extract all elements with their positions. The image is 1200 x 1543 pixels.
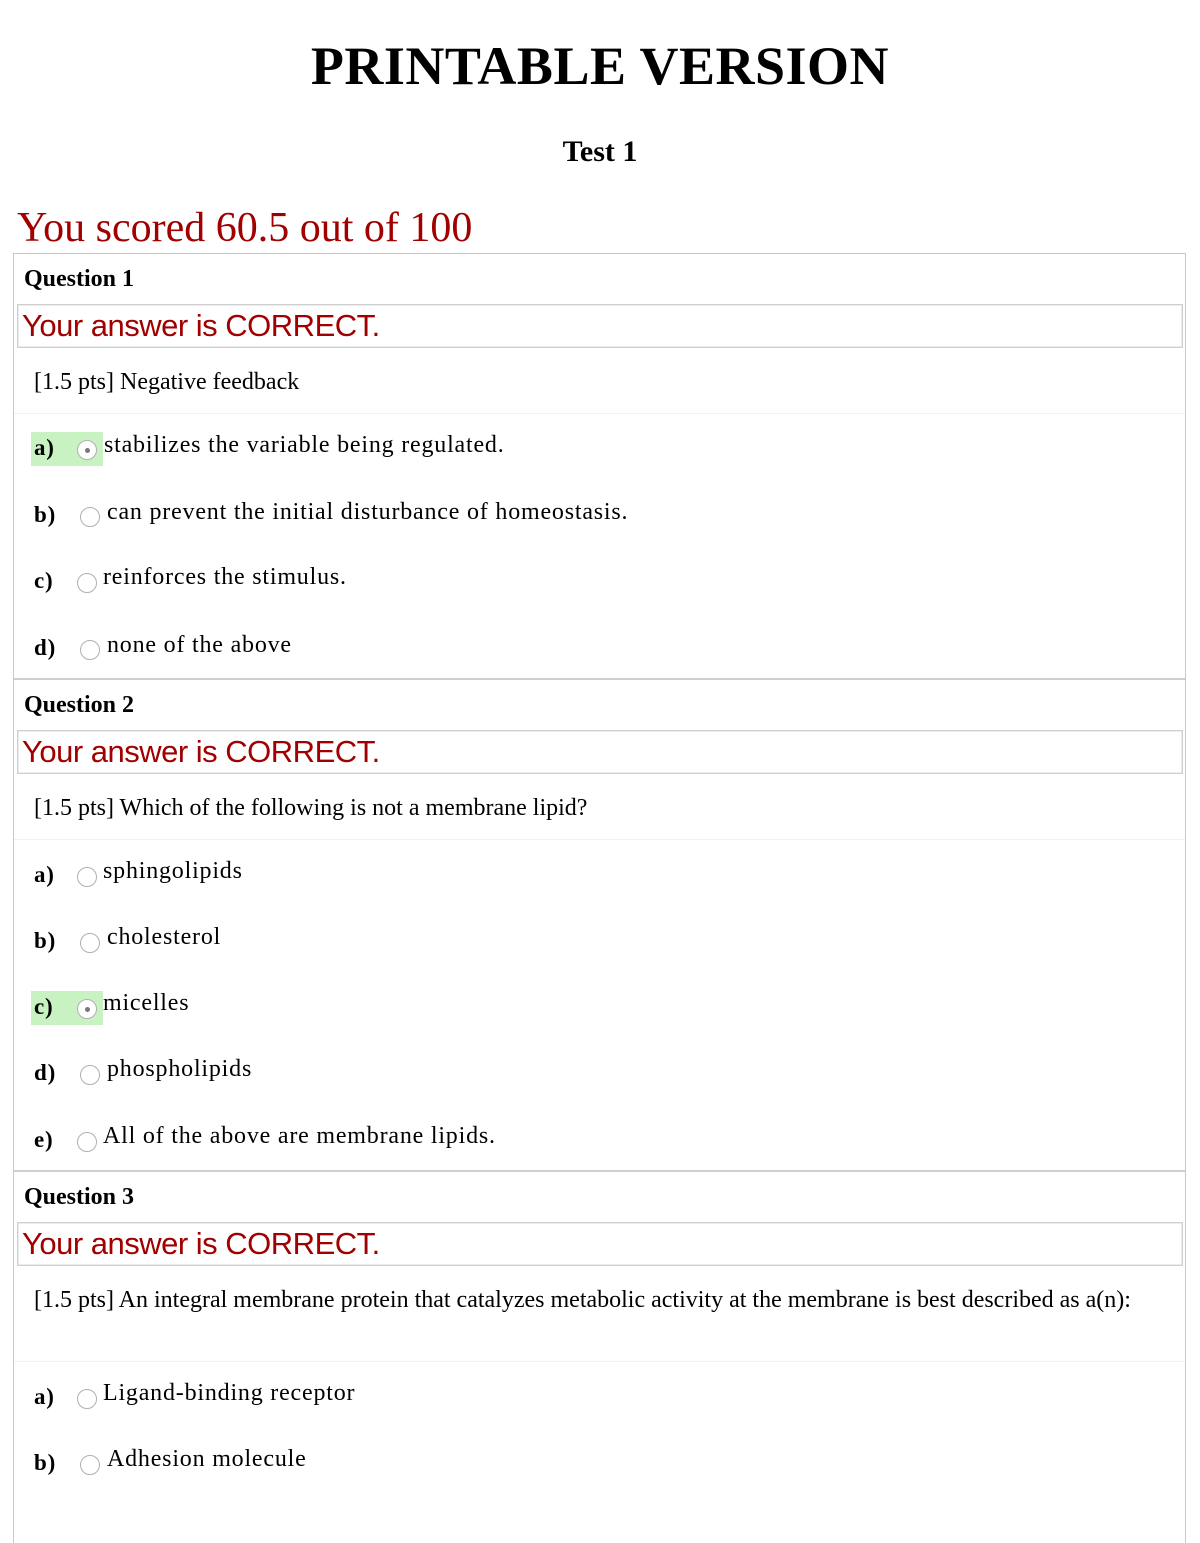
option-letter: d) [34, 635, 57, 660]
answer-option[interactable] [14, 414, 1185, 480]
question-heading: Question 1 [24, 266, 135, 292]
option-letter: c) [34, 568, 54, 593]
option-text: All of the above are membrane lipids. [103, 1123, 496, 1149]
answer-option[interactable] [14, 972, 1185, 1038]
radio-button[interactable] [80, 640, 100, 660]
radio-button[interactable] [80, 507, 100, 527]
option-text: phospholipids [107, 1056, 253, 1082]
answer-result: Your answer is CORRECT. [17, 304, 1183, 348]
question-heading: Question 2 [24, 692, 135, 718]
answer-option[interactable] [14, 546, 1185, 612]
question-block-3 [14, 1172, 1185, 1494]
option-text: Ligand-binding receptor [103, 1380, 356, 1406]
radio-button[interactable] [77, 867, 97, 887]
radio-button[interactable] [80, 1065, 100, 1085]
question-heading: Question 3 [24, 1184, 135, 1210]
option-text: sphingolipids [103, 858, 243, 884]
radio-button[interactable] [77, 1389, 97, 1409]
test-name: Test 1 [562, 135, 638, 168]
answer-option[interactable] [14, 612, 1185, 678]
question-block-1 [14, 254, 1185, 678]
question-prompt: [1.5 pts] Which of the following is not a membrane lipid? [14, 774, 1185, 840]
option-letter: b) [34, 1450, 57, 1475]
option-text: reinforces the stimulus. [103, 564, 347, 590]
option-letter: a) [34, 862, 55, 887]
answer-option[interactable] [14, 1038, 1185, 1104]
option-text: Adhesion molecule [107, 1446, 307, 1472]
option-text: micelles [103, 990, 190, 1016]
radio-button[interactable] [77, 440, 97, 460]
option-letter: b) [34, 928, 57, 953]
option-text: stabilizes the variable being regulated. [104, 432, 505, 458]
radio-button[interactable] [77, 573, 97, 593]
option-letter: e) [34, 1127, 54, 1152]
radio-button[interactable] [80, 1455, 100, 1475]
question-block-2 [14, 680, 1185, 1170]
option-text: cholesterol [107, 924, 222, 950]
question-prompt: [1.5 pts] Negative feedback [14, 348, 1185, 414]
answer-result: Your answer is CORRECT. [17, 730, 1183, 774]
question-prompt: [1.5 pts] An integral membrane protein that catalyzes metabolic activity at the membrane is best described as a(n): [14, 1266, 1185, 1362]
score-summary: You scored 60.5 out of 100 [17, 205, 473, 251]
page-title: PRINTABLE VERSION [310, 36, 890, 96]
option-letter: d) [34, 1060, 57, 1085]
answer-option[interactable] [14, 906, 1185, 972]
answer-option[interactable] [14, 1428, 1185, 1494]
answer-option[interactable] [14, 1104, 1185, 1170]
option-letter: c) [34, 994, 54, 1019]
option-letter: a) [34, 435, 55, 460]
answer-option[interactable] [14, 840, 1185, 906]
option-letter: b) [34, 502, 57, 527]
answer-option[interactable] [14, 1362, 1185, 1428]
answer-result: Your answer is CORRECT. [17, 1222, 1183, 1266]
option-text: none of the above [107, 632, 292, 658]
option-text: can prevent the initial disturbance of homeostasis. [107, 499, 629, 525]
radio-button[interactable] [80, 933, 100, 953]
radio-button[interactable] [77, 1132, 97, 1152]
radio-button[interactable] [77, 999, 97, 1019]
option-letter: a) [34, 1384, 55, 1409]
quiz-results [13, 253, 1186, 1543]
answer-option[interactable] [14, 480, 1185, 546]
